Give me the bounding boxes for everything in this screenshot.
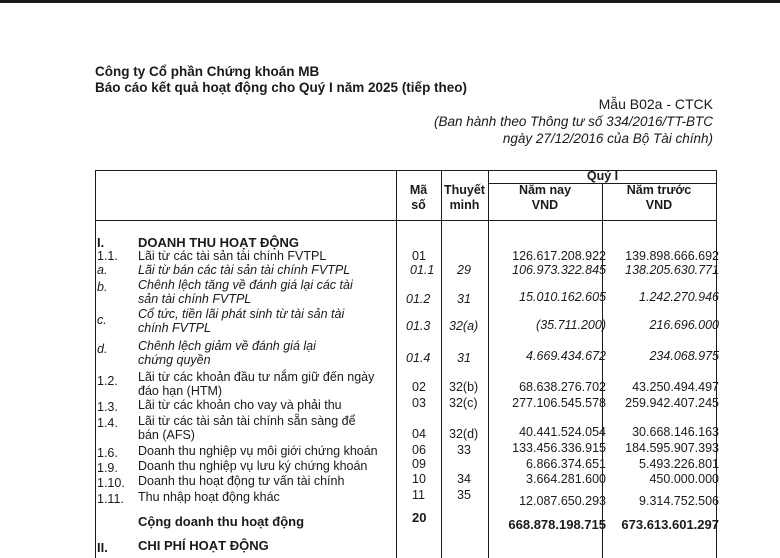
col-divider-code bbox=[396, 170, 397, 558]
row-current-value: 126.617.208.922 bbox=[512, 249, 606, 263]
row-label: Doanh thu nghiệp vụ lưu ký chứng khoán bbox=[138, 459, 368, 473]
col-divider-note bbox=[441, 170, 442, 558]
row-note: 33 bbox=[457, 443, 471, 457]
row-current-value: 12.087.650.293 bbox=[519, 494, 606, 508]
col-header-current-year: Năm nay VND bbox=[518, 183, 572, 212]
row-code: 01.4 bbox=[406, 351, 431, 365]
row-label: Doanh thu hoạt động tư vấn tài chính bbox=[138, 474, 345, 488]
row-note: 34 bbox=[457, 472, 471, 486]
row-note: 32(d) bbox=[449, 427, 479, 441]
col-divider-current bbox=[488, 170, 489, 558]
row-prior-value: 216.696.000 bbox=[649, 318, 719, 332]
col-header-code: Mã số bbox=[409, 183, 428, 212]
row-note: 32(c) bbox=[449, 396, 478, 410]
row-prior-value: 9.314.752.506 bbox=[639, 494, 719, 508]
row-current-value: 277.106.545.578 bbox=[512, 396, 606, 410]
row-prior-value: 450.000.000 bbox=[649, 472, 719, 486]
row-prior-value: 673.613.601.297 bbox=[621, 517, 719, 532]
row-note: 31 bbox=[457, 292, 471, 306]
form-code: Mẫu B02a - CTCK bbox=[598, 96, 713, 112]
row-code: 01.1 bbox=[410, 263, 435, 277]
row-label-line-1: Cổ tức, tiền lãi phát sinh từ tài sản tài bbox=[138, 307, 345, 321]
row-code: 06 bbox=[412, 443, 426, 457]
row-prior-value: 43.250.494.497 bbox=[632, 380, 719, 394]
row-prior-value: 184.595.907.393 bbox=[625, 441, 719, 455]
row-note: 32(a) bbox=[449, 319, 479, 333]
row-index: c. bbox=[97, 313, 107, 327]
row-prior-value: 138.205.630.771 bbox=[625, 263, 719, 277]
row-index: II. bbox=[97, 540, 108, 555]
row-index: a. bbox=[97, 263, 108, 277]
period-header: Quý I bbox=[586, 169, 619, 183]
report-title: Báo cáo kết quả hoạt động cho Quý I năm 2025 (tiếp theo) bbox=[95, 80, 468, 95]
row-label-line-1: Chênh lệch giảm về đánh giá lại bbox=[138, 339, 316, 353]
row-current-value: 133.456.336.915 bbox=[512, 441, 606, 455]
company-name: Công ty Cổ phần Chứng khoán MB bbox=[95, 64, 320, 79]
row-label: Thu nhập hoạt động khác bbox=[138, 490, 280, 504]
row-code: 04 bbox=[412, 427, 426, 441]
row-label-line-2: chứng quyền bbox=[138, 353, 211, 367]
row-current-value: 3.664.281.600 bbox=[526, 472, 606, 486]
row-code: 01 bbox=[412, 249, 426, 263]
row-current-value: 15.010.162.605 bbox=[519, 290, 606, 304]
row-code: 01.3 bbox=[406, 319, 431, 333]
row-current-value: 4.669.434.672 bbox=[526, 349, 606, 363]
col-header-note: Thuyết minh bbox=[444, 183, 485, 212]
row-label: Cộng doanh thu hoạt động bbox=[138, 514, 305, 529]
row-label: Doanh thu nghiệp vụ môi giới chứng khoán bbox=[138, 444, 378, 458]
row-index: 1.11. bbox=[97, 492, 124, 506]
row-current-value: 68.638.276.702 bbox=[519, 380, 606, 394]
header-bottom-border bbox=[95, 220, 717, 221]
row-note: 29 bbox=[457, 263, 471, 277]
row-label-line-2: bán (AFS) bbox=[138, 428, 195, 442]
row-label-line-1: Chênh lệch tăng về đánh giá lại các tài bbox=[138, 278, 353, 292]
row-code: 01.2 bbox=[406, 292, 431, 306]
row-current-value: (35.711.200) bbox=[536, 318, 606, 332]
row-index: 1.3. bbox=[97, 400, 118, 414]
row-label-line-1: Lãi từ các tài sản tài chính sẵn sàng để bbox=[138, 414, 356, 428]
row-index: 1.4. bbox=[97, 416, 118, 430]
row-current-value: 6.866.374.651 bbox=[526, 457, 606, 471]
row-current-value: 40.441.524.054 bbox=[519, 425, 606, 439]
row-index: b. bbox=[97, 280, 108, 294]
row-note: 31 bbox=[457, 351, 471, 365]
row-prior-value: 1.242.270.946 bbox=[639, 290, 719, 304]
row-index: 1.1. bbox=[97, 249, 118, 263]
row-prior-value: 5.493.226.801 bbox=[639, 457, 719, 471]
row-label: DOANH THU HOẠT ĐỘNG bbox=[138, 235, 300, 250]
row-label: CHI PHÍ HOẠT ĐỘNG bbox=[138, 538, 269, 553]
col-header-prior-year: Năm trước VND bbox=[626, 183, 692, 212]
row-label: Lãi từ bán các tài sản tài chính FVTPL bbox=[138, 263, 351, 277]
row-code: 03 bbox=[412, 396, 426, 410]
row-code: 11 bbox=[412, 488, 425, 502]
row-label-line-2: chính FVTPL bbox=[138, 321, 211, 335]
row-index: 1.10. bbox=[97, 476, 125, 490]
row-prior-value: 259.942.407.245 bbox=[625, 396, 719, 410]
row-index: 1.6. bbox=[97, 446, 118, 460]
row-prior-value: 30.668.146.163 bbox=[632, 425, 719, 439]
row-current-value: 668.878.198.715 bbox=[508, 517, 606, 532]
row-label-line-2: đáo hạn (HTM) bbox=[138, 384, 223, 398]
row-prior-value: 139.898.666.692 bbox=[625, 249, 719, 263]
row-code: 02 bbox=[412, 380, 426, 394]
row-index: I. bbox=[97, 235, 105, 250]
row-current-value: 106.973.322.845 bbox=[512, 263, 606, 277]
row-prior-value: 234.068.975 bbox=[649, 349, 719, 363]
row-label: Lãi từ các tài sản tài chính FVTPL bbox=[138, 249, 327, 263]
row-index: d. bbox=[97, 342, 108, 356]
row-label-line-2: sản tài chính FVTPL bbox=[138, 292, 252, 306]
row-code: 10 bbox=[412, 472, 426, 486]
row-code: 20 bbox=[412, 510, 427, 525]
row-label: Lãi từ các khoản cho vay và phải thu bbox=[138, 398, 342, 412]
issued-line-1: (Ban hành theo Thông tư số 334/2016/TT-BTC bbox=[434, 114, 713, 129]
row-note: 32(b) bbox=[449, 380, 479, 394]
row-index: 1.9. bbox=[97, 461, 118, 475]
top-border bbox=[0, 0, 780, 3]
row-label-line-1: Lãi từ các khoản đầu tư nắm giữ đến ngày bbox=[138, 370, 375, 384]
row-note: 35 bbox=[457, 488, 471, 502]
row-index: 1.2. bbox=[97, 374, 118, 388]
issued-line-2: ngày 27/12/2016 của Bộ Tài chính) bbox=[502, 131, 713, 146]
table-left-border bbox=[95, 170, 96, 558]
row-code: 09 bbox=[412, 457, 426, 471]
